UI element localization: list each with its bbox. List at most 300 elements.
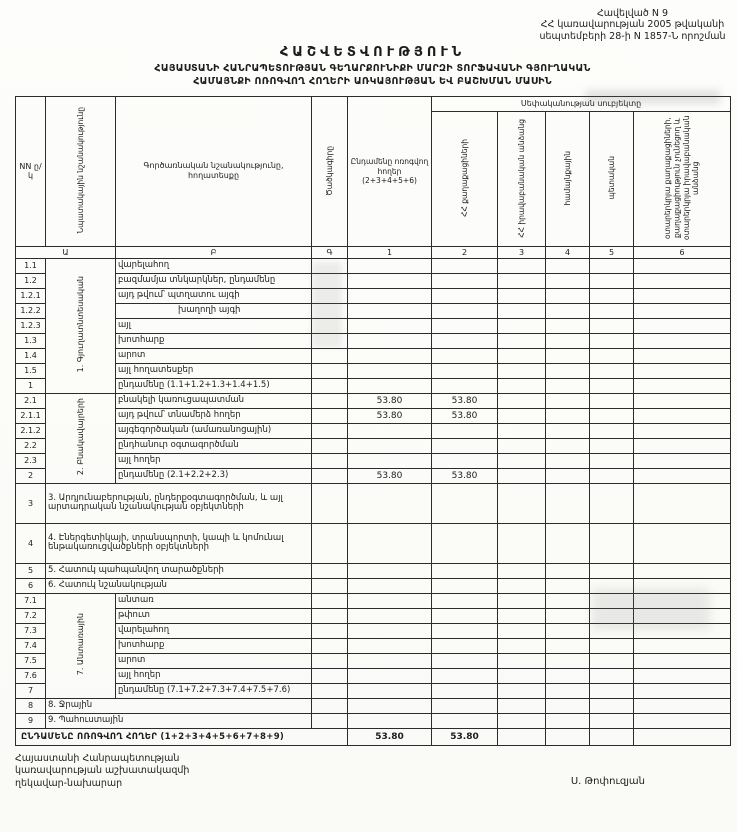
value-cell [348, 563, 432, 578]
code-cell [312, 623, 348, 638]
row-number-cell: 1.1 [16, 258, 46, 273]
code-cell [312, 423, 348, 438]
value-cell [432, 423, 498, 438]
value-cell [432, 483, 498, 523]
value-cell [348, 378, 432, 393]
signatory-title-line: կառավարության աշխատակազմի [15, 765, 190, 777]
row-number-cell: 1.3 [16, 333, 46, 348]
table-row [16, 393, 731, 408]
value-cell [432, 578, 498, 593]
value-cell [432, 638, 498, 653]
report-subtitle-line2: ՀԱՄԱՅՆՔԻ ՈՌՈԳՎՈՂ ՀՈՂԵՐԻ ԱՌԿԱՅՈՒԹՅԱՆ ԵՎ ԲԱՇԽՄԱՆ ՄԱՍԻՆ [193, 76, 552, 88]
land-report-table [15, 96, 731, 746]
value-cell [546, 258, 590, 273]
code-cell [312, 563, 348, 578]
column-letter: 1 [348, 246, 432, 258]
value-cell [348, 273, 432, 288]
code-cell [312, 638, 348, 653]
value-cell [546, 288, 590, 303]
table-row [16, 713, 731, 728]
value-cell [546, 468, 590, 483]
code-cell [312, 408, 348, 423]
table-row [16, 623, 731, 638]
row-number-cell: 5 [16, 563, 46, 578]
row-number-cell: 1.2.2 [16, 303, 46, 318]
value-cell [348, 318, 432, 333]
row-number-cell: 7 [16, 683, 46, 698]
code-cell [312, 593, 348, 608]
value-cell [634, 453, 731, 468]
land-type-cell: 5. Հատուկ պահպանվող տարածքների [46, 563, 312, 578]
value-cell [590, 638, 634, 653]
value-cell [498, 408, 546, 423]
code-cell [312, 668, 348, 683]
value-cell [498, 638, 546, 653]
value-cell [546, 593, 590, 608]
row-number-cell: 1.4 [16, 348, 46, 363]
column-letter: 2 [432, 246, 498, 258]
value-cell: 53.80 [432, 408, 498, 423]
value-cell [498, 578, 546, 593]
value-cell [634, 378, 731, 393]
row-number-cell: 2.1 [16, 393, 46, 408]
value-cell [432, 303, 498, 318]
value-cell [634, 318, 731, 333]
col-header-legal-entities-label: ՀՀ իրավաբանական անձանց [516, 118, 526, 238]
row-number-cell: 1.2.1 [16, 288, 46, 303]
land-type-cell: այգեգործական (ամառանոցային) [116, 423, 312, 438]
col-header-ownership-group: Սեփականության սուբյեկտը [432, 96, 731, 111]
col-header-total-irrigated: Ընդամենը ոռոգվող հողեր (2+3+4+5+6) [348, 96, 432, 246]
group-label: 2. Բնակավայրերի [75, 398, 85, 476]
row-number-cell: 7.6 [16, 668, 46, 683]
value-cell [590, 438, 634, 453]
value-cell [498, 683, 546, 698]
value-cell [348, 713, 432, 728]
value-cell [546, 623, 590, 638]
land-type-cell: այդ թվում՝ պտղատու այգի [116, 288, 312, 303]
appendix-line: սեպտեմբերի 28-ի N 1857-Ն որոշման [539, 30, 726, 42]
value-cell [546, 713, 590, 728]
value-cell [432, 348, 498, 363]
value-cell [546, 318, 590, 333]
value-cell [432, 653, 498, 668]
value-cell: 53.80 [432, 728, 498, 745]
land-type-cell: այլ [116, 318, 312, 333]
code-cell [312, 303, 348, 318]
value-cell [546, 438, 590, 453]
report-subtitle-line1: ՀԱՅԱՍՏԱՆԻ ՀԱՆՐԱՊԵՏՈՒԹՅԱՆ ԳԵՂԱՐՔՈՒՆԻՔԻ ՄԱՐԶԻ ՏՈՐՖԱՎԱՆԻ ԳՅՈՒՂԱԿԱՆ [154, 63, 591, 75]
value-cell [546, 698, 590, 713]
group-label: 1. Գյուղատնտեսական [75, 276, 85, 373]
value-cell [590, 423, 634, 438]
value-cell [432, 378, 498, 393]
table-row [16, 483, 731, 523]
value-cell [546, 668, 590, 683]
value-cell [348, 523, 432, 563]
group-label: 7. Անտառային [75, 613, 85, 676]
col-header-land-type: Գործառնական նշանակությունը, հողատեսքը [116, 96, 312, 246]
value-cell [432, 623, 498, 638]
table-row [16, 653, 731, 668]
value-cell [546, 378, 590, 393]
signatory-title-line: ղեկավար-նախարար [15, 777, 123, 789]
value-cell [498, 668, 546, 683]
code-cell [312, 578, 348, 593]
value-cell [546, 653, 590, 668]
value-cell [546, 578, 590, 593]
value-cell [348, 593, 432, 608]
value-cell [546, 563, 590, 578]
table-row [16, 273, 731, 288]
value-cell [498, 623, 546, 638]
column-letter: 3 [498, 246, 546, 258]
value-cell [498, 523, 546, 563]
value-cell [432, 273, 498, 288]
table-row [16, 453, 731, 468]
group-label-cell [46, 393, 116, 483]
value-cell [634, 638, 731, 653]
value-cell [634, 258, 731, 273]
row-number-cell: 7.2 [16, 608, 46, 623]
value-cell: 53.80 [432, 393, 498, 408]
value-cell [634, 408, 731, 423]
value-cell [590, 593, 634, 608]
column-letter-row [16, 246, 731, 258]
value-cell [546, 303, 590, 318]
land-type-cell: այդ թվում՝ տնամերձ հողեր [116, 408, 312, 423]
land-type-cell: 3. Արդյունաբերության, ընդերքօգտագործման, և այլ արտադրական նշանակության օբյեկտների [46, 483, 312, 523]
table-row [16, 468, 731, 483]
value-cell [634, 728, 731, 745]
value-cell [590, 378, 634, 393]
table-row [16, 378, 731, 393]
value-cell [432, 683, 498, 698]
table-row [16, 668, 731, 683]
value-cell [348, 363, 432, 378]
code-cell [312, 483, 348, 523]
land-type-cell: անտառ [116, 593, 312, 608]
col-header-purpose [46, 96, 116, 246]
row-number-cell: 2.1.1 [16, 408, 46, 423]
table-row [16, 698, 731, 713]
value-cell [546, 683, 590, 698]
value-cell [546, 273, 590, 288]
value-cell [590, 468, 634, 483]
table-row [16, 578, 731, 593]
value-cell: 53.80 [348, 408, 432, 423]
value-cell: 53.80 [348, 728, 432, 745]
value-cell [432, 453, 498, 468]
col-header-foreign-label: օտարերկրյա քաղաքացիների, քաղաքացիություն չունեցող և օտարերկրյա իրավաբանական անձանց [663, 115, 701, 241]
code-cell [312, 468, 348, 483]
table-row [16, 563, 731, 578]
header-row-top [16, 96, 731, 111]
value-cell [546, 523, 590, 563]
value-cell [590, 333, 634, 348]
table-row [16, 423, 731, 438]
value-cell [432, 713, 498, 728]
row-number-cell: 2.2 [16, 438, 46, 453]
value-cell [498, 348, 546, 363]
column-letter: 4 [546, 246, 590, 258]
value-cell [348, 438, 432, 453]
code-cell [312, 348, 348, 363]
value-cell [498, 728, 546, 745]
value-cell [634, 698, 731, 713]
value-cell [634, 623, 731, 638]
value-cell [590, 728, 634, 745]
value-cell [498, 593, 546, 608]
appendix-line: Հավելված N 9 [596, 8, 669, 19]
value-cell [634, 423, 731, 438]
table-row [16, 638, 731, 653]
value-cell [348, 623, 432, 638]
value-cell [348, 258, 432, 273]
code-cell [312, 393, 348, 408]
code-cell [312, 698, 348, 713]
land-type-cell: ընդամենը (7.1+7.2+7.3+7.4+7.5+7.6) [116, 683, 312, 698]
table-row [16, 303, 731, 318]
value-cell [590, 483, 634, 523]
col-header-foreign [634, 111, 731, 246]
value-cell [348, 653, 432, 668]
land-type-cell: 9. Պահուստային [46, 713, 312, 728]
value-cell: 53.80 [348, 468, 432, 483]
code-cell [312, 363, 348, 378]
land-type-cell: խոտհարք [116, 638, 312, 653]
value-cell [498, 653, 546, 668]
value-cell [634, 273, 731, 288]
land-type-cell: վարելահող [116, 623, 312, 638]
code-cell [312, 258, 348, 273]
row-number-cell: 1 [16, 378, 46, 393]
value-cell [432, 608, 498, 623]
group-label-cell [46, 258, 116, 393]
table-row [16, 728, 731, 745]
value-cell [590, 393, 634, 408]
value-cell [498, 378, 546, 393]
value-cell [546, 363, 590, 378]
table-row [16, 523, 731, 563]
value-cell [590, 408, 634, 423]
code-cell [312, 318, 348, 333]
value-cell [432, 523, 498, 563]
value-cell [348, 683, 432, 698]
value-cell [432, 563, 498, 578]
value-cell [498, 318, 546, 333]
land-type-cell: արոտ [116, 348, 312, 363]
appendix-line: ՀՀ կառավարության 2005 թվականի [540, 19, 725, 31]
value-cell [498, 468, 546, 483]
value-cell [498, 393, 546, 408]
row-number-cell: 6 [16, 578, 46, 593]
land-type-cell: խաղողի այգի [116, 303, 312, 318]
value-cell [634, 523, 731, 563]
value-cell [348, 608, 432, 623]
table-row [16, 288, 731, 303]
value-cell [498, 258, 546, 273]
col-header-state-label: պետական [606, 156, 616, 200]
land-type-cell: այլ հողեր [116, 453, 312, 468]
value-cell: 53.80 [432, 468, 498, 483]
row-number-cell: 1.2.3 [16, 318, 46, 333]
signatory-name: Ս. Թոփուզյան [570, 775, 645, 787]
value-cell [590, 453, 634, 468]
value-cell: 53.80 [348, 393, 432, 408]
value-cell [432, 698, 498, 713]
appendix-block [535, 8, 730, 42]
land-type-cell: խոտհարք [116, 333, 312, 348]
value-cell [590, 578, 634, 593]
code-cell [312, 653, 348, 668]
value-cell [634, 393, 731, 408]
signatory-title-block [15, 753, 189, 790]
value-cell [348, 453, 432, 468]
value-cell [590, 698, 634, 713]
value-cell [546, 728, 590, 745]
code-cell [312, 453, 348, 468]
col-header-citizens [432, 111, 498, 246]
table-row [16, 348, 731, 363]
land-type-cell: 8. Ջրային [46, 698, 312, 713]
code-cell [312, 288, 348, 303]
value-cell [590, 668, 634, 683]
value-cell [634, 668, 731, 683]
col-header-code [312, 96, 348, 246]
value-cell [590, 258, 634, 273]
value-cell [634, 333, 731, 348]
value-cell [348, 668, 432, 683]
row-number-cell: 2.3 [16, 453, 46, 468]
value-cell [546, 608, 590, 623]
value-cell [348, 303, 432, 318]
value-cell [634, 483, 731, 523]
value-cell [348, 348, 432, 363]
value-cell [634, 348, 731, 363]
value-cell [546, 423, 590, 438]
row-number-cell: 2 [16, 468, 46, 483]
row-number-cell: 1.2 [16, 273, 46, 288]
value-cell [546, 393, 590, 408]
col-header-community [546, 111, 590, 246]
row-number-cell: 9 [16, 713, 46, 728]
value-cell [634, 578, 731, 593]
value-cell [546, 333, 590, 348]
signature-block [15, 753, 730, 790]
col-header-citizens-label: ՀՀ քաղաքացիների [459, 138, 469, 217]
value-cell [498, 333, 546, 348]
value-cell [546, 348, 590, 363]
row-number-cell: 3 [16, 483, 46, 523]
land-type-cell: 6. Հատուկ նշանակության [46, 578, 312, 593]
value-cell [498, 453, 546, 468]
column-letter: 6 [634, 246, 731, 258]
row-number-cell: 4 [16, 523, 46, 563]
code-cell [312, 438, 348, 453]
value-cell [498, 423, 546, 438]
value-cell [432, 593, 498, 608]
land-type-cell: 4. Էներգետիկայի, տրանսպորտի, կապի և կոմունալ ենթակառուցվածքների օբյեկտների [46, 523, 312, 563]
value-cell [348, 638, 432, 653]
value-cell [348, 483, 432, 523]
table-row [16, 593, 731, 608]
column-letter: 5 [590, 246, 634, 258]
value-cell [590, 623, 634, 638]
code-cell [312, 713, 348, 728]
col-header-purpose-label: Նպատակային նշանակությունը [75, 107, 85, 234]
value-cell [546, 638, 590, 653]
value-cell [348, 333, 432, 348]
column-letter: Գ [312, 246, 348, 258]
value-cell [348, 578, 432, 593]
grand-total-label: ԸՆԴԱՄԵՆԸ ՈՌՈԳՎՈՂ ՀՈՂԵՐ (1+2+3+4+5+6+7+8+9) [16, 728, 348, 745]
value-cell [634, 593, 731, 608]
row-number-cell: 7.1 [16, 593, 46, 608]
table-row [16, 408, 731, 423]
value-cell [634, 363, 731, 378]
value-cell [432, 668, 498, 683]
column-letter: Բ [116, 246, 312, 258]
value-cell [634, 438, 731, 453]
col-header-state [590, 111, 634, 246]
value-cell [590, 713, 634, 728]
value-cell [634, 468, 731, 483]
value-cell [348, 698, 432, 713]
value-cell [348, 288, 432, 303]
code-cell [312, 683, 348, 698]
land-type-cell: արոտ [116, 653, 312, 668]
value-cell [590, 608, 634, 623]
value-cell [432, 438, 498, 453]
code-cell [312, 333, 348, 348]
land-type-cell: այլ հողեր [116, 668, 312, 683]
land-type-cell: բազմամյա տնկարկներ, ընդամենը [116, 273, 312, 288]
value-cell [590, 273, 634, 288]
value-cell [634, 303, 731, 318]
table-row [16, 608, 731, 623]
value-cell [498, 713, 546, 728]
col-header-legal-entities [498, 111, 546, 246]
land-type-cell: վարելահող [116, 258, 312, 273]
value-cell [634, 653, 731, 668]
col-header-row-number: NN ը/կ [16, 96, 46, 246]
row-number-cell: 7.3 [16, 623, 46, 638]
report-title: ՀԱՇՎԵՏՎՈՒԹՅՈՒՆ [279, 45, 466, 61]
value-cell [432, 363, 498, 378]
table-row [16, 318, 731, 333]
table-row [16, 333, 731, 348]
value-cell [634, 608, 731, 623]
value-cell [498, 303, 546, 318]
value-cell [498, 438, 546, 453]
value-cell [498, 608, 546, 623]
land-type-cell: ընդամենը (2.1+2.2+2.3) [116, 468, 312, 483]
col-header-code-label: Ծածկագիրը [324, 145, 334, 196]
land-type-cell: ընդամենը (1.1+1.2+1.3+1.4+1.5) [116, 378, 312, 393]
value-cell [590, 303, 634, 318]
land-type-cell: ընդհանուր օգտագործման [116, 438, 312, 453]
value-cell [546, 453, 590, 468]
value-cell [546, 483, 590, 523]
value-cell [590, 288, 634, 303]
value-cell [634, 288, 731, 303]
value-cell [546, 408, 590, 423]
value-cell [498, 273, 546, 288]
code-cell [312, 608, 348, 623]
row-number-cell: 1.5 [16, 363, 46, 378]
value-cell [590, 363, 634, 378]
